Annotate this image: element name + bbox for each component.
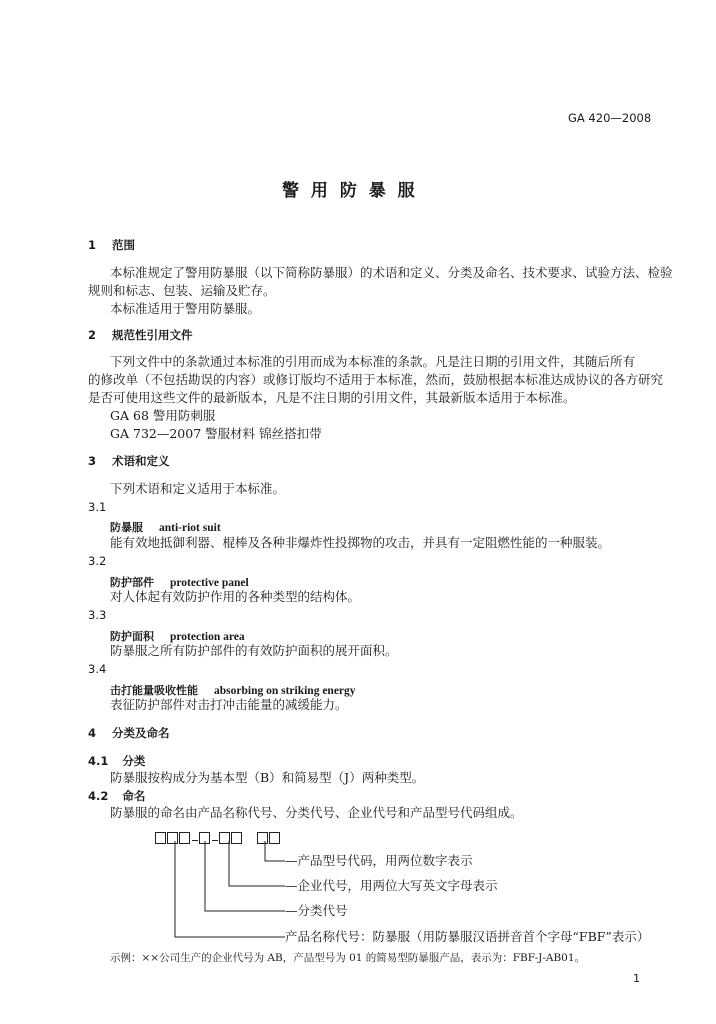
section-title: 分类及命名 — [112, 726, 170, 740]
section-number: 2 — [88, 328, 97, 342]
section-number: 3 — [88, 454, 97, 468]
term-cn: 防暴服 — [110, 521, 143, 534]
term-cn: 击打能量吸收性能 — [110, 684, 198, 697]
section-number: 4 — [88, 726, 97, 740]
page-title: 警 用 防 暴 服 — [282, 181, 418, 201]
diagram-label: —产品型号代码，用两位数字表示 — [285, 853, 473, 868]
diagram-label: —企业代号，用两位大写英文字母表示 — [285, 878, 498, 893]
subsection-number: 4.1 — [88, 754, 109, 768]
paragraph-line: 本标准适用于警用防暴服。 — [110, 301, 261, 316]
term-definition: 防暴服之所有防护部件的有效防护面积的展开面积。 — [110, 643, 398, 658]
section-title: 规范性引用文件 — [112, 328, 193, 342]
section-title: 范围 — [112, 238, 136, 252]
subsection-number: 3.3 — [88, 608, 107, 622]
subsection-number: 3.2 — [88, 554, 107, 568]
reference-item: GA 68 警用防刺服 — [110, 408, 216, 423]
leader-line — [229, 841, 285, 886]
subsection-title: 命名 — [122, 789, 146, 803]
term-en: protective panel — [170, 577, 249, 589]
paragraph-line: 防暴服的命名由产品名称代号、分类代号、企业代号和产品型号代码组成。 — [110, 805, 523, 820]
subsection-title: 分类 — [122, 754, 146, 768]
leader-line — [205, 841, 285, 911]
term-definition: 对人体起有效防护作用的各种类型的结构体。 — [110, 589, 361, 604]
term-en: protection area — [170, 631, 245, 643]
diagram-label: —分类代号 — [285, 903, 348, 918]
paragraph-line: 本标准规定了警用防暴服（以下简称防暴服）的术语和定义、分类及命名、技术要求、试验方法、检验 — [110, 265, 673, 280]
term-en: anti-riot suit — [159, 522, 221, 534]
reference-item: GA 732—2007 警服材料 锦丝搭扣带 — [110, 426, 322, 441]
example-note: 示例：××公司生产的企业代号为 AB，产品型号为 01 的简易型防暴服产品，表示为：FBF-J-AB01。 — [110, 952, 586, 964]
subsection-number: 3.1 — [88, 500, 107, 514]
section-number: 1 — [88, 238, 97, 252]
page-number: 1 — [633, 972, 640, 985]
paragraph-line: 下列术语和定义适用于本标准。 — [110, 481, 286, 496]
paragraph-line: 规则和标志、包装、运输及贮存。 — [88, 283, 276, 298]
paragraph-line: 的修改单（不包括勘误的内容）或修订版均不适用于本标准，然而，鼓励根据本标准达成协议的各方研究 — [88, 372, 664, 387]
standard-number: GA 420—2008 — [568, 111, 652, 125]
paragraph-line: 是否可使用这些文件的最新版本，凡是不注日期的引用文件，其最新版本适用于本标准。 — [88, 390, 576, 405]
subsection-number: 3.4 — [88, 662, 107, 676]
term-cn: 防护面积 — [110, 630, 154, 643]
paragraph-line: 防暴服按构成分为基本型（B）和简易型（J）两种类型。 — [110, 770, 425, 785]
section-title: 术语和定义 — [112, 454, 170, 468]
leader-line — [175, 841, 285, 937]
term-en: absorbing on striking energy — [214, 685, 356, 697]
paragraph-line: 下列文件中的条款通过本标准的引用而成为本标准的条款。凡是注日期的引用文件，其随后所有 — [110, 354, 636, 369]
term-cn: 防护部件 — [110, 576, 154, 589]
diagram-label: 产品名称代号：防暴服（用防暴服汉语拼音首个字母“FBF”表示） — [285, 929, 650, 944]
subsection-number: 4.2 — [88, 789, 109, 803]
term-definition: 表征防护部件对击打冲击能量的减缓能力。 — [110, 697, 348, 712]
leader-line — [265, 841, 285, 861]
term-definition: 能有效地抵御利器、棍棒及各种非爆炸性投掷物的攻击，并具有一定阻燃性能的一种服装。 — [110, 535, 611, 550]
